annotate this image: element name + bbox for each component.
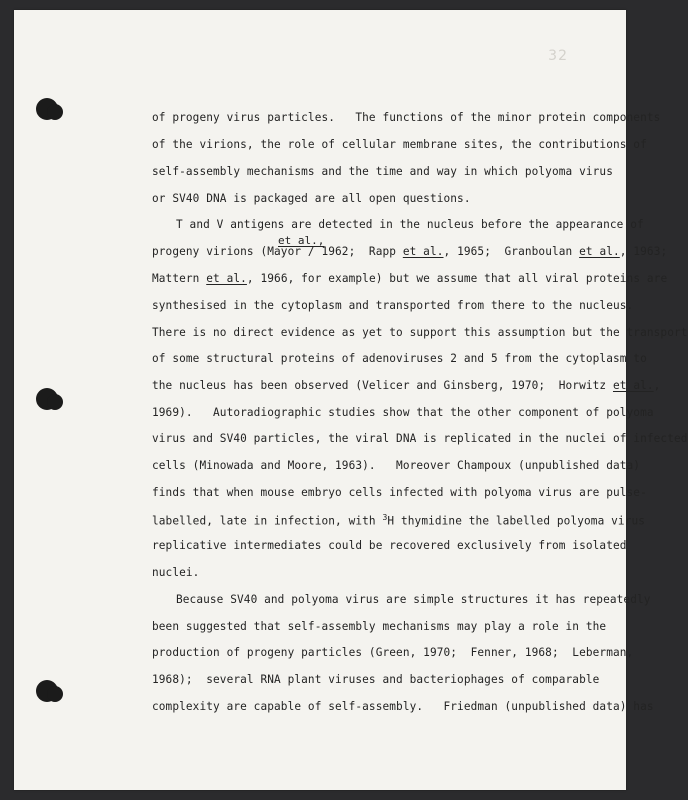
document-page xyxy=(14,10,688,790)
text-line: There is no direct evidence as yet to support this assumption but the transport xyxy=(152,326,688,339)
text-line: nuclei. xyxy=(152,566,200,579)
text-line: complexity are capable of self-assembly. Friedman (unpublished data) has xyxy=(152,700,654,713)
text-line: of the virions, the role of cellular membrane sites, the contributions of xyxy=(152,138,647,151)
text-line: been suggested that self-assembly mechanisms may play a role in the xyxy=(152,620,607,633)
text-line: labelled, late in infection, with $^3$H thymidine the labelled polyoma virus xyxy=(152,513,646,528)
text-line-indented: T and V antigens are detected in the nucleus before the appearance of xyxy=(176,218,644,231)
punch-hole-bottom xyxy=(36,680,58,702)
punch-hole-middle xyxy=(36,388,58,410)
text-line: production of progeny particles (Green, 1970; Fenner, 1968; Leberman, xyxy=(152,646,634,659)
text-line: or SV40 DNA is packaged are all open questions. xyxy=(152,192,471,205)
page-number-mark: 32 xyxy=(548,48,568,64)
text-line: of some structural proteins of adenoviruses 2 and 5 from the cytoplasm to xyxy=(152,352,647,365)
text-line: 1969). Autoradiographic studies show that the other component of polyoma xyxy=(152,406,654,419)
text-line: cells (Minowada and Moore, 1963). Moreover Champoux (unpublished data) xyxy=(152,459,641,472)
text-line: self-assembly mechanisms and the time and way in which polyoma virus xyxy=(152,165,613,178)
text-line: 1968); several RNA plant viruses and bacteriophages of comparable xyxy=(152,673,600,686)
text-line: finds that when mouse embryo cells infected with polyoma virus are pulse- xyxy=(152,486,647,499)
punch-hole-top xyxy=(36,98,58,120)
text-line: Mattern et al., 1966, for example) but we assume that all viral proteins are xyxy=(152,272,668,285)
text-line: synthesised in the cytoplasm and transported from there to the nucleus. xyxy=(152,299,634,312)
text-line: the nucleus has been observed (Velicer and Ginsberg, 1970; Horwitz et al., xyxy=(152,379,661,392)
handwritten-insertion: et al., xyxy=(278,234,325,247)
text-line: virus and SV40 particles, the viral DNA is replicated in the nuclei of infected xyxy=(152,432,688,445)
text-line: replicative intermediates could be recovered exclusively from isolated xyxy=(152,539,627,552)
text-line: progeny virions (Mayor / 1962; Rapp et al., 1965; Granboulan et al., 1963; xyxy=(152,245,668,258)
text-line-indented: Because SV40 and polyoma virus are simple structures it has repeatedly xyxy=(176,593,651,606)
text-line: of progeny virus particles. The functions of the minor protein components xyxy=(152,111,661,124)
